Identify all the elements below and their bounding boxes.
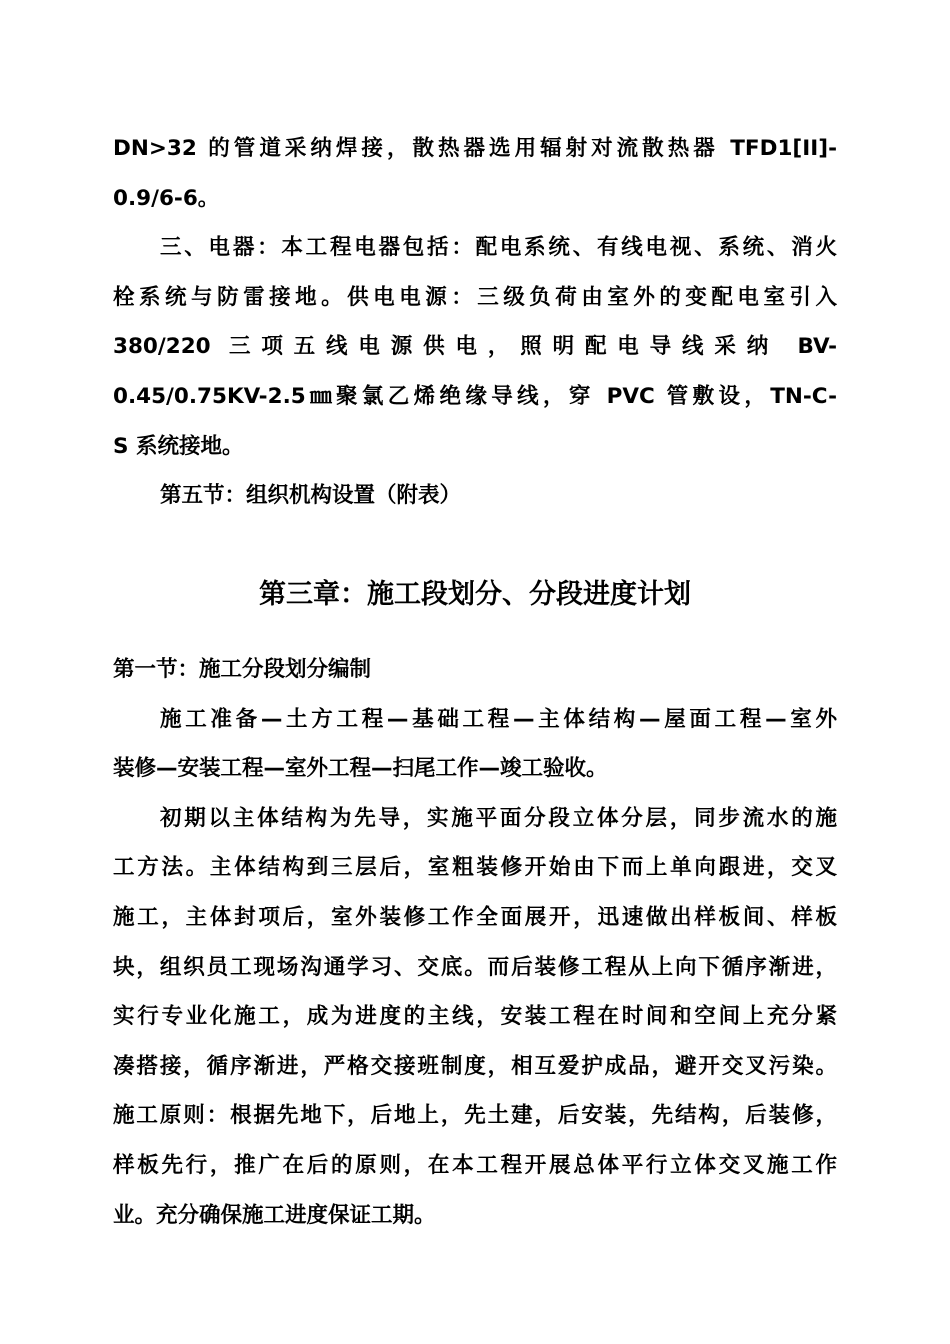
text-line: 初期以主体结构为先导，实施平面分段立体分层，同步流水的施 bbox=[160, 805, 837, 831]
text-line: 样板先行，推广在后的原则，在本工程开展总体平行立体交叉施工作 bbox=[113, 1152, 837, 1178]
text-line: 0.45/0.75KV-2.5㎜聚氯乙烯绝缘导线，穿 PVC 管敷设，TN-C- bbox=[113, 383, 837, 409]
text-line: 施工原则：根据先地下，后地上，先土建，后安装，先结构，后装修， bbox=[113, 1103, 837, 1129]
electrical-paragraph bbox=[113, 223, 837, 471]
text-line: 块，组织员工现场沟通学习、交底。而后装修工程从上向下循序渐进， bbox=[113, 954, 837, 980]
text-line: 工方法。主体结构到三层后，室粗装修开始由下而上单向跟进，交叉 bbox=[113, 855, 837, 881]
section-heading-5: 第五节：组织机构设置（附表） bbox=[160, 483, 462, 509]
heating-paragraph bbox=[113, 124, 837, 223]
text-line: 凑搭接，循序渐进，严格交接班制度，相互爱护成品，避开交叉污染。 bbox=[113, 1053, 837, 1079]
process-paragraph bbox=[113, 695, 837, 794]
document-page bbox=[113, 124, 837, 1228]
text-line: 施工，主体封项后，室外装修工作全面展开，迅速做出样板间、样板 bbox=[113, 904, 837, 930]
chapter-title: 第三章：施工段划分、分段进度计划 bbox=[259, 579, 691, 610]
text-line: 380/220 三项五线电源供电，照明配电导线采纳 BV- bbox=[113, 334, 837, 360]
section-1-block bbox=[113, 645, 837, 1240]
text-line: 栓系统与防雷接地。供电电源：三级负荷由室外的变配电室引入 bbox=[113, 284, 837, 310]
text-line: S 系统接地。 bbox=[113, 433, 244, 459]
text-line: 实行专业化施工，成为进度的主线，安装工程在时间和空间上充分紧 bbox=[113, 1004, 837, 1030]
method-paragraph bbox=[113, 794, 837, 1240]
text-line: DN>32 的管道采纳焊接，散热器选用辐射对流散热器 TFD1[II]- bbox=[113, 136, 837, 161]
text-line: 三、电器：本工程电器包括：配电系统、有线电视、系统、消火 bbox=[160, 235, 837, 261]
text-line: 0.9/6-6。 bbox=[113, 185, 220, 211]
text-line: 业。充分确保施工进度保证工期。 bbox=[113, 1202, 436, 1228]
text-line: 装修—安装工程—室外工程—扫尾工作—竣工验收。 bbox=[113, 756, 608, 782]
section-heading-1: 第一节：施工分段划分编制 bbox=[113, 657, 372, 682]
text-line: 施工准备—土方工程—基础工程—主体结构—屋面工程—室外 bbox=[160, 706, 837, 732]
